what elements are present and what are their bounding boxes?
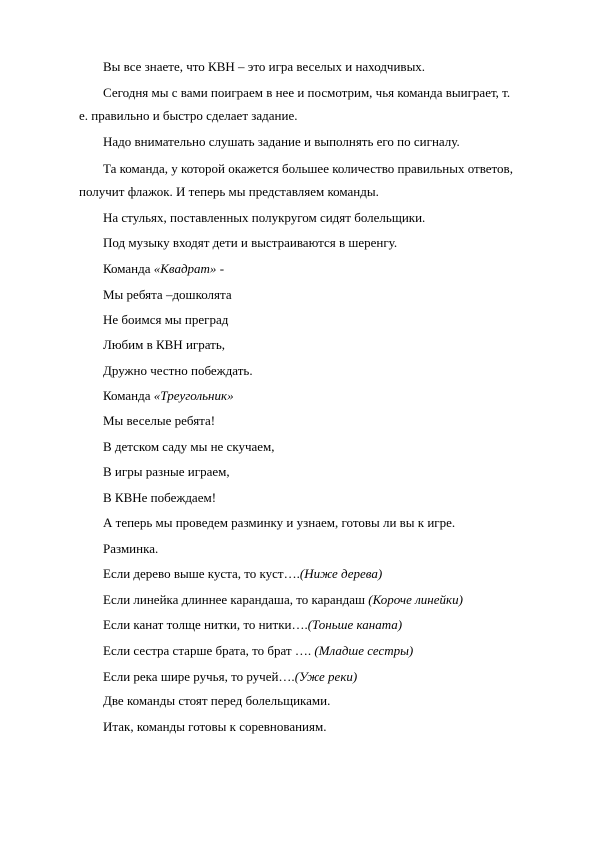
line-text: Не боимся мы преград: [103, 312, 229, 327]
team-name: «Треугольник»: [153, 388, 234, 403]
poem-line: [103, 312, 543, 328]
paragraph-line: [103, 161, 543, 177]
riddle-line: [103, 617, 543, 633]
line-text: Итак, команды готовы к соревнованиям.: [103, 719, 327, 734]
line-text: Если сестра старше брата, то брат ….: [103, 643, 315, 658]
line-text: Две команды стоят перед болельщиками.: [103, 693, 331, 708]
paragraph-line: [103, 59, 543, 75]
poem-line: [103, 439, 543, 455]
team-name-line: [103, 388, 543, 404]
line-text: Если линейка длиннее карандаша, то карандаш: [103, 592, 369, 607]
riddle-line: [103, 592, 543, 608]
paragraph-line: [103, 210, 543, 226]
line-text: А теперь мы проведем разминку и узнаем, готовы ли вы к игре.: [103, 515, 456, 530]
line-text: Под музыку входят дети и выстраиваются в шеренгу.: [103, 235, 398, 250]
line-text: -: [216, 261, 225, 276]
poem-line: [103, 363, 543, 379]
paragraph-line: [103, 515, 543, 531]
line-text: получит флажок. И теперь мы представляем команды.: [79, 184, 379, 199]
paragraph-line: [103, 719, 543, 735]
line-text: Сегодня мы с вами поиграем в нее и посмотрим, чья команда выиграет, т.: [103, 85, 511, 100]
paragraph-line: [103, 541, 543, 557]
riddle-answer: (Уже реки): [294, 669, 358, 684]
riddle-line: [103, 566, 543, 582]
paragraph-line: [103, 235, 543, 251]
riddle-line: [103, 643, 543, 659]
riddle-answer: (Ниже дерева): [299, 566, 383, 581]
line-text: В детском саду мы не скучаем,: [103, 439, 275, 454]
line-text: Та команда, у которой окажется большее количество правильных ответов,: [103, 161, 513, 176]
line-text: Команда: [103, 261, 154, 276]
team-name: «Квадрат»: [153, 261, 217, 276]
poem-line: [103, 287, 543, 303]
paragraph-line: [103, 134, 543, 150]
line-text: В игры разные играем,: [103, 464, 230, 479]
riddle-answer: (Короче линейки): [368, 592, 463, 607]
paragraph-line: [103, 693, 543, 709]
riddle-answer: (Тоньше каната): [307, 617, 403, 632]
poem-line: [103, 464, 543, 480]
line-text: На стульях, поставленных полукругом сидят болельщики.: [103, 210, 426, 225]
line-text: Если канат толще нитки, то нитки….: [103, 617, 308, 632]
line-text: В КВНе побеждаем!: [103, 490, 217, 505]
line-text: е. правильно и быстро сделает задание.: [79, 108, 298, 123]
team-name-line: [103, 261, 543, 277]
line-text: Вы все знаете, что КВН – это игра веселых и находчивых.: [103, 59, 426, 74]
line-text: Команда: [103, 388, 154, 403]
line-text: Разминка.: [103, 541, 159, 556]
line-text: Надо внимательно слушать задание и выполнять его по сигналу.: [103, 134, 460, 149]
paragraph-line: [103, 85, 543, 101]
riddle-answer: (Младше сестры): [314, 643, 414, 658]
line-text: Мы веселые ребята!: [103, 413, 216, 428]
poem-line: [103, 413, 543, 429]
line-text: Если дерево выше куста, то куст….: [103, 566, 300, 581]
riddle-line: [103, 669, 543, 685]
line-text: Если река шире ручья, то ручей….: [103, 669, 295, 684]
poem-line: [103, 490, 543, 506]
paragraph-line: [79, 108, 543, 124]
line-text: Мы ребята –дошколята: [103, 287, 232, 302]
paragraph-line: [79, 184, 543, 200]
line-text: Любим в КВН играть,: [103, 337, 226, 352]
line-text: Дружно честно побеждать.: [103, 363, 253, 378]
poem-line: [103, 337, 543, 353]
